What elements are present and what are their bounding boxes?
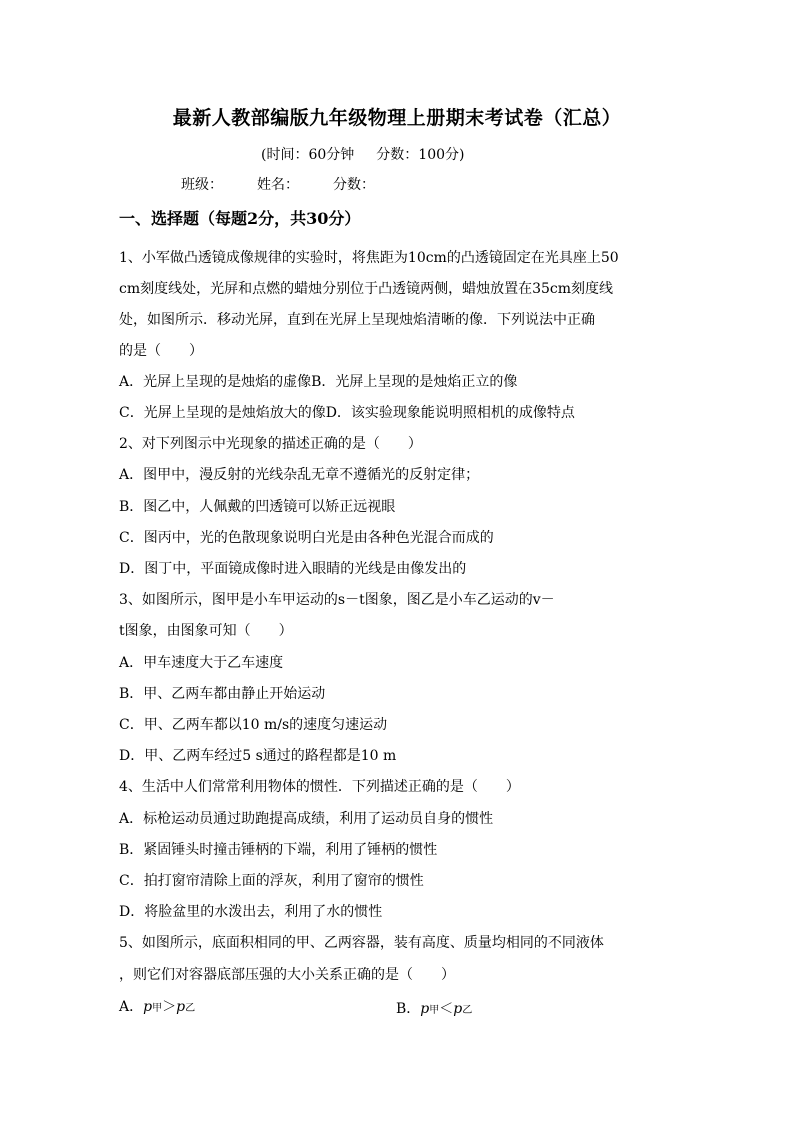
- q5-option-b-p1: p: [420, 1001, 430, 1017]
- q1-options-cd: C．光屏上呈现的是烛焰放大的像D．该实验现象能说明照相机的成像特点: [119, 405, 575, 421]
- q5-option-a-p1: p: [143, 999, 153, 1015]
- q1-line-2: cm刻度线处，光屏和点燃的蜡烛分别位于凸透镜两侧，蜡烛放置在35cm刻度线: [119, 281, 614, 297]
- q3-option-a: A．甲车速度大于乙车速度: [119, 655, 284, 671]
- q4-option-c: C．拍打窗帘清除上面的浮灰，利用了窗帘的惯性: [119, 873, 424, 889]
- q1-options-ab: A．光屏上呈现的是烛焰的虚像B．光屏上呈现的是烛焰正立的像: [119, 374, 518, 390]
- q4-option-b: B．紧固锤头时撞击锤柄的下端，利用了锤柄的惯性: [119, 842, 438, 858]
- q3-line-1: 3、如图所示，图甲是小车甲运动的s－t图象，图乙是小车乙运动的v－: [119, 592, 555, 608]
- class-label: 班级：: [181, 177, 223, 193]
- q5-option-a-prefix: A．: [119, 999, 144, 1015]
- q2-option-c: C．图丙中，光的色散现象说明白光是由各种色光混合而成的: [119, 530, 494, 546]
- q5-line-2: ，则它们对容器底部压强的大小关系正确的是（ ）: [119, 967, 455, 983]
- q4-option-a: A．标枪运动员通过助跑提高成绩，利用了运动员自身的惯性: [119, 811, 494, 827]
- q5-option-b-p2: p: [453, 1001, 463, 1017]
- q4-stem: 4、生活中人们常常利用物体的惯性．下列描述正确的是（ ）: [119, 779, 520, 795]
- name-label: 姓名：: [257, 177, 299, 193]
- q5-option-b-sub2: 乙: [462, 1005, 473, 1016]
- q2-option-a: A．图甲中，漫反射的光线杂乱无章不遵循光的反射定律；: [119, 467, 480, 483]
- q5-option-b-op: ＜: [439, 1001, 454, 1017]
- q5-option-a-p2: p: [176, 999, 186, 1015]
- q5-option-a-op: ＞: [162, 999, 177, 1015]
- q5-line-1: 5、如图所示，底面积相同的甲、乙两容器，装有高度、质量均相同的不同液体: [119, 935, 604, 951]
- exam-score: 分数：100分): [376, 147, 465, 163]
- q1-line-3: 处，如图所示．移动光屏，直到在光屏上呈现烛焰清晰的像．下列说法中正确: [119, 312, 595, 328]
- q5-option-b-sub1: 甲: [429, 1005, 440, 1016]
- q5-option-a-sub2: 乙: [185, 1003, 196, 1014]
- q5-option-a: [119, 998, 195, 1018]
- q2-option-d: D．图丁中，平面镜成像时进入眼睛的光线是由像发出的: [119, 561, 467, 577]
- score-label: 分数：: [333, 177, 375, 193]
- q5-option-b-prefix: B．: [396, 1001, 421, 1017]
- q3-option-b: B．甲、乙两车都由静止开始运动: [119, 686, 326, 702]
- exam-time: (时间：60分钟: [261, 147, 355, 163]
- page-title: 最新人教部编版九年级物理上册期末考试卷（汇总）: [172, 107, 622, 129]
- q2-option-b: B．图乙中，人佩戴的凹透镜可以矫正远视眼: [119, 499, 396, 515]
- q3-line-2: t图象，由图象可知（ ）: [119, 623, 293, 639]
- q5-option-a-sub1: 甲: [152, 1003, 163, 1014]
- q5-option-b: [396, 998, 472, 1018]
- q4-option-d: D．将脸盆里的水泼出去，利用了水的惯性: [119, 904, 383, 920]
- q2-stem: 2、对下列图示中光现象的描述正确的是（ ）: [119, 436, 422, 452]
- q3-option-d: D．甲、乙两车经过5 s通过的路程都是10 m: [119, 748, 397, 764]
- q3-option-c: C．甲、乙两车都以10 m/s的速度匀速运动: [119, 717, 388, 733]
- student-info: [181, 174, 375, 194]
- q1-line-4: 的是（ ）: [119, 343, 203, 359]
- exam-info: [261, 144, 464, 164]
- q1-line-1: 1、小军做凸透镜成像规律的实验时，将焦距为10cm的凸透镜固定在光具座上50: [119, 250, 619, 266]
- section-heading: 一、选择题（每题2分，共30分）: [119, 209, 361, 228]
